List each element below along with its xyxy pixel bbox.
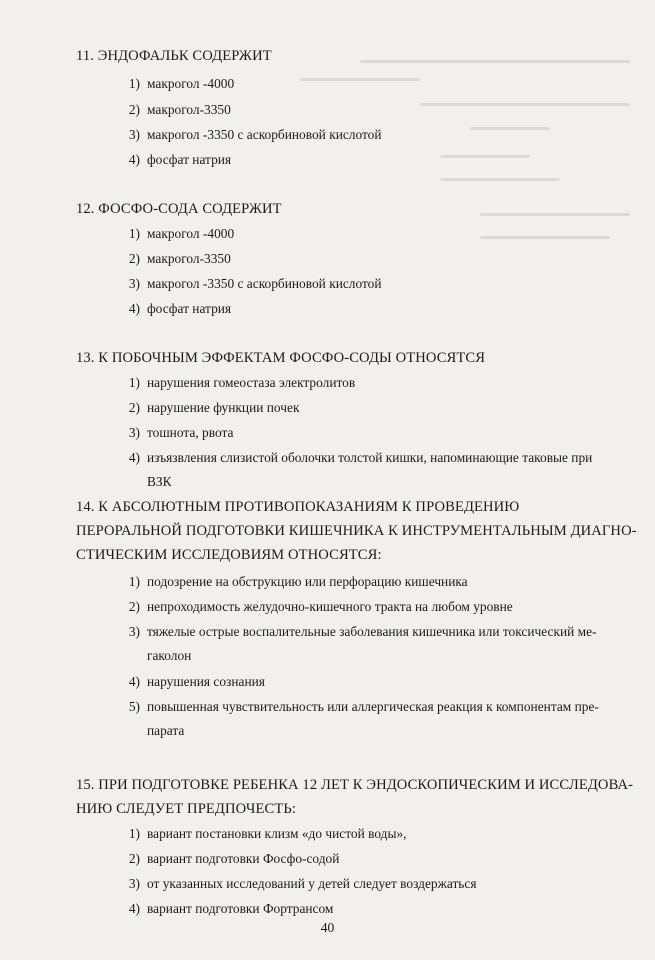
option-number: 4) (128, 152, 140, 167)
option-text (147, 822, 629, 846)
answer-option (118, 297, 629, 321)
answer-option (118, 570, 629, 594)
option-number: 2) (128, 102, 140, 117)
option-number: 1) (128, 574, 140, 589)
question-title-line: 12. ФОСФО-СОДА СОДЕРЖИТ (76, 201, 282, 217)
answer-option (118, 222, 629, 246)
page-number: 40 (320, 920, 335, 935)
option-number: 4) (128, 901, 140, 916)
option-number: 1) (128, 375, 140, 390)
option-text (147, 98, 629, 122)
option-text (147, 620, 629, 668)
answer-option (118, 123, 629, 147)
answer-option (118, 272, 629, 296)
option-text-line: макрогол -4000 (147, 76, 235, 91)
option-number: 3) (128, 276, 140, 291)
answer-option (118, 72, 629, 96)
question-title (76, 197, 629, 221)
answer-option (118, 446, 629, 494)
option-text (147, 396, 629, 420)
option-number: 4) (128, 301, 140, 316)
option-text (147, 148, 629, 172)
answer-option (118, 148, 629, 172)
answer-option (118, 595, 629, 619)
answer-option (118, 371, 629, 395)
option-text (147, 371, 629, 395)
option-number: 2) (128, 851, 140, 866)
question-title (76, 44, 629, 68)
question-title-line: СТИЧЕСКИМ ИССЛЕДОВИЯМ ОТНОСЯТСЯ: (76, 547, 382, 563)
option-text (147, 247, 629, 271)
question-title-line: НИЮ СЛЕДУЕТ ПРЕДПОЧЕСТЬ: (76, 801, 296, 817)
option-text-line: тошнота, рвота (147, 425, 234, 440)
option-number: 3) (128, 425, 140, 440)
answer-option (118, 396, 629, 420)
question-title-line: 11. ЭНДОФАЛЬК СОДЕРЖИТ (76, 48, 272, 64)
option-text-line: фосфат натрия (147, 152, 232, 167)
option-number: 1) (128, 826, 140, 841)
question-title-line: ПЕРОРАЛЬНОЙ ПОДГОТОВКИ КИШЕЧНИКА К ИНСТРУМЕНТАЛЬНЫМ ДИАГНО- (76, 523, 637, 539)
question-title (76, 346, 629, 370)
bleed-through-line (440, 178, 560, 181)
option-text (147, 595, 629, 619)
answer-option (118, 421, 629, 445)
option-text (147, 897, 629, 921)
answer-option (118, 670, 629, 694)
option-number: 4) (128, 674, 140, 689)
option-text (147, 222, 629, 246)
option-text (147, 421, 629, 445)
option-text-line: макрогол -4000 (147, 226, 235, 241)
option-text-line: макрогол -3350 с аскорбиновой кислотой (147, 127, 382, 142)
question-title-line: 15. ПРИ ПОДГОТОВКЕ РЕБЕНКА 12 ЛЕТ К ЭНДОСКОПИЧЕСКИМ И ИССЛЕДОВА- (76, 777, 634, 793)
option-text (147, 872, 629, 896)
option-text-line: макрогол-3350 (147, 102, 231, 117)
option-text-line: вариант подготовки Фортрансом (147, 901, 334, 916)
option-text (147, 297, 629, 321)
option-number: 5) (128, 699, 140, 714)
answer-option (118, 695, 629, 743)
option-text (147, 123, 629, 147)
option-text-line: от указанных исследований у детей следует воздержаться (147, 876, 477, 891)
answer-option (118, 872, 629, 896)
option-text-line: повышенная чувствительность или аллергическая реакция к компонентам пре- (147, 699, 599, 714)
option-text-line: подозрение на обструкцию или перфорацию кишечника (147, 574, 468, 589)
option-text (147, 570, 629, 594)
option-text (147, 670, 629, 694)
option-text-line: вариант постановки клизм «до чистой воды», (147, 826, 407, 841)
question-title (76, 773, 634, 821)
question-title (76, 495, 637, 567)
option-text-line: парата (147, 723, 185, 738)
option-text-line: макрогол-3350 (147, 251, 231, 266)
option-number: 1) (128, 76, 140, 91)
option-number: 3) (128, 127, 140, 142)
answer-option (118, 620, 629, 668)
option-number: 3) (128, 876, 140, 891)
option-text-line: непроходимость желудочно-кишечного тракта на любом уровне (147, 599, 513, 614)
option-text-line: нарушения сознания (147, 674, 265, 689)
option-number: 1) (128, 226, 140, 241)
option-text (147, 72, 629, 96)
option-text (147, 446, 629, 494)
option-text-line: вариант подготовки Фосфо-содой (147, 851, 340, 866)
option-text-line: тяжелые острые воспалительные заболевания кишечника или токсический ме- (147, 624, 597, 639)
answer-option (118, 897, 629, 921)
option-text (147, 272, 629, 296)
option-text-line: нарушения гомеостаза электролитов (147, 375, 356, 390)
option-text-line: изъязвления слизистой оболочки толстой кишки, напоминающие таковые при (147, 450, 593, 465)
option-text-line: ВЗК (147, 474, 172, 489)
option-number: 2) (128, 400, 140, 415)
option-text-line: макрогол -3350 с аскорбиновой кислотой (147, 276, 382, 291)
option-text-line: фосфат натрия (147, 301, 232, 316)
option-text (147, 695, 629, 743)
answer-option (118, 847, 629, 871)
option-number: 4) (128, 450, 140, 465)
option-number: 3) (128, 624, 140, 639)
option-text-line: гаколон (147, 648, 192, 663)
question-title-line: 14. К АБСОЛЮТНЫМ ПРОТИВОПОКАЗАНИЯМ К ПРОВЕДЕНИЮ (76, 499, 520, 515)
option-number: 2) (128, 251, 140, 266)
option-text (147, 847, 629, 871)
answer-option (118, 822, 629, 846)
question-title-line: 13. К ПОБОЧНЫМ ЭФФЕКТАМ ФОСФО-СОДЫ ОТНОСЯТСЯ (76, 350, 486, 366)
option-text-line: нарушение функции почек (147, 400, 300, 415)
answer-option (118, 98, 629, 122)
option-number: 2) (128, 599, 140, 614)
answer-option (118, 247, 629, 271)
